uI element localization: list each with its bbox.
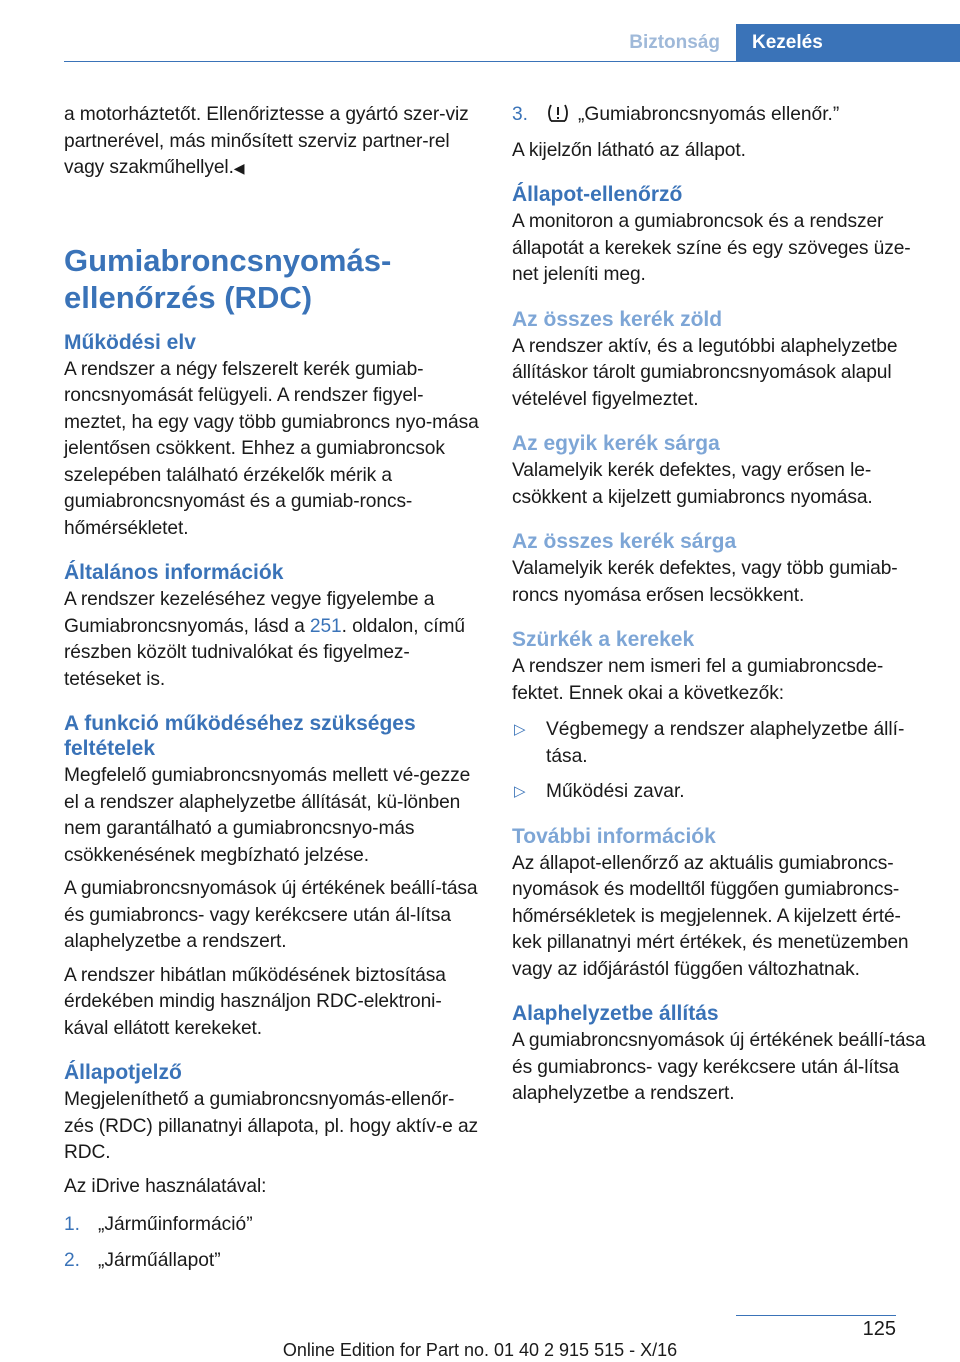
list-item [512,717,926,770]
bullet-text: Végbemegy a rendszer alaphelyzetbe állí‐tása. [546,719,905,767]
heading-status-check: Állapot-ellenőrző [512,183,683,206]
page-link[interactable]: 251 [309,615,342,637]
paragraph-general-info: A rendszer kezeléséhez vegye figyelembe a Gumiabroncsnyomás, lásd a 251. oldalon, című részben közölt tudnivalókat és figyelmez‐tetéseket is. [64,589,465,690]
paragraph-requirements-3: A rendszer hibátlan működésének biztosítása érdekében mindig használjon RDC-elektroni‐kával ellátott kerekeket. [64,964,446,1039]
heading-all-green: Az összes kerék zöld [512,307,723,331]
step-text: „Gumiabroncsnyomás ellenőr.” [578,104,840,125]
right-column [512,102,926,1115]
paragraph-one-yellow: Valamelyik kerék defektes, vagy erősen le‐csökkent a kijelzett gumiabroncs nyomása. [512,460,873,508]
bullet-triangle-icon: ▷ [514,721,526,738]
step-number: 1. [64,1214,81,1235]
bullet-triangle-icon: ▷ [514,783,526,800]
footer-rule [736,1315,896,1316]
heading-all-yellow: Az összes kerék sárga [512,530,737,553]
paragraph-all-yellow: Valamelyik kerék defektes, vagy több gumiab‐roncs nyomása erősen lecsökkent. [512,558,898,606]
list-item [64,1248,480,1275]
page-number: 125 [862,1318,896,1340]
tab-operation[interactable]: Kezelés [736,24,960,62]
step-number: 3. [512,104,529,125]
heading-reset: Alaphelyzetbe állítás [512,1002,719,1025]
step-text: „Járműinformáció” [98,1214,253,1235]
tab-safety[interactable]: Biztonság [629,32,720,53]
paragraph-status-1: Megjeleníthető a gumiabroncsnyomás-ellenőr‐zés (RDC) pillanatnyi állapota, pl. hogy aktív-e az RDC. [64,1089,479,1163]
list-item [512,779,926,806]
section-title: Gumiabroncsnyomás-ellenőrzés (RDC) [64,242,392,315]
heading-principle: Működési elv [64,330,196,354]
paragraph-all-green: A rendszer aktív, és a legutóbbi alaphelyzetbe állításkor tárolt gumiabroncsnyomások alapul vételével figyelmeztet. [512,335,898,410]
step-number: 2. [64,1249,81,1271]
bullet-text: Működési zavar. [546,781,685,802]
heading-general-info: Általános információk [64,561,284,584]
heading-requirements: A funkció működéséhez szükséges feltételek [64,712,416,760]
paragraph-requirements-2: A gumiabroncsnyomások új értékének beállí‐tása és gumiabroncs- vagy kerékcsere után ál‐lítsa alaphelyzetbe a rendszert. [64,878,478,952]
list-item [64,1212,480,1239]
paragraph-more-info: Az állapot-ellenőrző az aktuális gumiabroncs‐nyomások és modelltől függően gumiabroncs‐hőmérsékletek is megjelennek. A kijelzett érté‐kek pillanatnyi mért értékek, és menetüzemben vagy az időjárástól függően változhatnak. [512,852,909,980]
end-mark-icon: ◀ [233,160,245,176]
heading-more-info: További információk [512,824,716,848]
paragraph-status-2: Az iDrive használatával: [64,1175,267,1197]
paragraph-principle: A rendszer a négy felszerelt kerék gumiab‐roncsnyomását felügyeli. A rendszer figyel‐meztet, ha egy vagy több gumiabroncs nyo‐mása jelentősen csökkent. Ehhez a gumiabroncsok szelepében található érzékelők mérik a gumiabroncsnyomást és a gumiab‐roncs-hőmérsékletet. [64,358,479,539]
left-column [64,102,480,1283]
paragraph-step3-result: A kijelzőn látható az állapot. [512,139,746,161]
paragraph-status-check: A monitoron a gumiabroncsok és a rendszer állapotát a kerekek színe és egy szöveges üze‐net jeleníti meg. [512,211,911,285]
paragraph-grey: A rendszer nem ismeri fel a gumiabroncsde‐fektet. Ennek okai a következők: [512,656,884,704]
heading-status-indicator: Állapotjelző [64,1061,182,1084]
intro-paragraph: a motorháztetőt. Ellenőriztesse a gyártó szer‐viz partnerével, más minősített szerviz partner‐rel vagy szakműhellyel.◀ [64,104,469,178]
heading-one-yellow: Az egyik kerék sárga [512,432,720,455]
heading-grey: Szürkék a kerekek [512,628,695,651]
tire-pressure-warning-icon [546,102,570,124]
paragraph-reset: A gumiabroncsnyomások új értékének beállí‐tása és gumiabroncs- vagy kerékcsere után ál‐lítsa alaphelyzetbe a rendszert. [512,1030,926,1104]
paragraph-requirements-1: Megfelelő gumiabroncsnyomás mellett vé‐gezze el a rendszer alaphelyzetbe állítását, kü‐lönben nem garantálható a gumiabroncsnyo‐más csökkenésének megbízható jelzése. [64,765,471,866]
list-item [512,102,926,129]
footer-edition: Online Edition for Part no. 01 40 2 915 515 - X/16 [282,1340,678,1360]
step-text: „Járműállapot” [98,1249,221,1271]
page-header [0,24,960,62]
